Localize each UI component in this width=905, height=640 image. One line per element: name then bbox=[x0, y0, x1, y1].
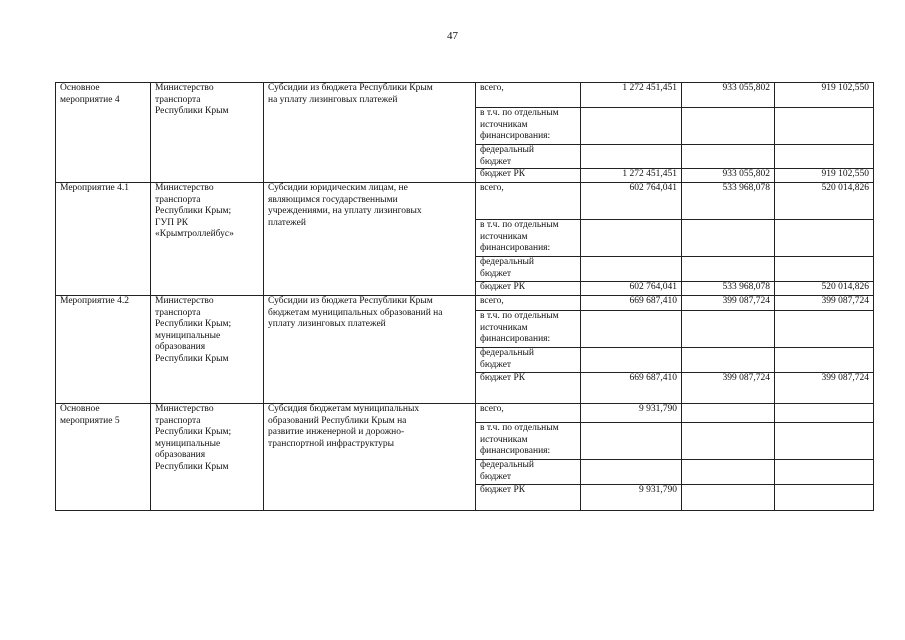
value-cell bbox=[682, 108, 775, 145]
funding-label: бюджет РК bbox=[476, 485, 581, 511]
executor: Министерство транспорта Республики Крым; муниципальные образования Республики Крым bbox=[151, 404, 264, 511]
value-cell bbox=[775, 404, 874, 423]
value-cell: 919 102,550 bbox=[775, 83, 874, 108]
value-cell: 669 687,410 bbox=[581, 296, 682, 311]
funding-label: всего, bbox=[476, 404, 581, 423]
value-cell bbox=[682, 460, 775, 485]
funding-label: федеральный бюджет bbox=[476, 257, 581, 282]
value-cell bbox=[581, 108, 682, 145]
value-cell: 533 968,078 bbox=[682, 282, 775, 296]
measure-name: Основное мероприятие 4 bbox=[56, 83, 151, 183]
value-cell: 399 087,724 bbox=[682, 373, 775, 404]
value-cell: 9 931,790 bbox=[581, 404, 682, 423]
table-row bbox=[56, 183, 874, 220]
funding-label: федеральный бюджет bbox=[476, 348, 581, 373]
value-cell: 399 087,724 bbox=[682, 296, 775, 311]
value-cell: 399 087,724 bbox=[775, 373, 874, 404]
funding-label: федеральный бюджет bbox=[476, 145, 581, 169]
value-cell: 533 968,078 bbox=[682, 183, 775, 220]
budget-table bbox=[55, 82, 874, 511]
value-cell bbox=[775, 108, 874, 145]
value-cell bbox=[581, 257, 682, 282]
value-cell: 919 102,550 bbox=[775, 169, 874, 183]
measure-name: Мероприятие 4.1 bbox=[56, 183, 151, 296]
value-cell bbox=[775, 485, 874, 511]
value-cell bbox=[775, 220, 874, 257]
value-cell bbox=[775, 257, 874, 282]
value-cell bbox=[581, 145, 682, 169]
funding-label: бюджет РК bbox=[476, 282, 581, 296]
value-cell bbox=[775, 311, 874, 348]
value-cell: 520 014,826 bbox=[775, 183, 874, 220]
value-cell: 602 764,041 bbox=[581, 183, 682, 220]
page-number: 47 bbox=[447, 30, 458, 42]
value-cell bbox=[682, 404, 775, 423]
value-cell: 933 055,802 bbox=[682, 83, 775, 108]
measure-name: Основное мероприятие 5 bbox=[56, 404, 151, 511]
measure-description: Субсидии юридическим лицам, не являющимся государственными учреждениями, на уплату лизинговых платежей bbox=[264, 183, 476, 296]
value-cell bbox=[682, 145, 775, 169]
value-cell: 520 014,826 bbox=[775, 282, 874, 296]
value-cell bbox=[775, 348, 874, 373]
value-cell bbox=[581, 423, 682, 460]
table-row bbox=[56, 83, 874, 108]
table-row bbox=[56, 296, 874, 311]
value-cell bbox=[682, 348, 775, 373]
funding-label: всего, bbox=[476, 296, 581, 311]
value-cell bbox=[682, 485, 775, 511]
value-cell: 669 687,410 bbox=[581, 373, 682, 404]
value-cell bbox=[775, 145, 874, 169]
value-cell bbox=[581, 348, 682, 373]
value-cell bbox=[682, 423, 775, 460]
value-cell bbox=[581, 460, 682, 485]
executor: Министерство транспорта Республики Крым; ГУП РК «Крымтроллейбус» bbox=[151, 183, 264, 296]
funding-label: в т.ч. по отдельным источникам финансирования: bbox=[476, 108, 581, 145]
executor: Министерство транспорта Республики Крым; муниципальные образования Республики Крым bbox=[151, 296, 264, 404]
funding-label: всего, bbox=[476, 183, 581, 220]
value-cell bbox=[682, 220, 775, 257]
value-cell: 9 931,790 bbox=[581, 485, 682, 511]
value-cell bbox=[775, 423, 874, 460]
executor: Министерство транспорта Республики Крым bbox=[151, 83, 264, 183]
value-cell: 1 272 451,451 bbox=[581, 83, 682, 108]
funding-label: в т.ч. по отдельным источникам финансирования: bbox=[476, 423, 581, 460]
value-cell: 1 272 451,451 bbox=[581, 169, 682, 183]
value-cell: 602 764,041 bbox=[581, 282, 682, 296]
funding-label: бюджет РК bbox=[476, 373, 581, 404]
value-cell: 399 087,724 bbox=[775, 296, 874, 311]
measure-name: Мероприятие 4.2 bbox=[56, 296, 151, 404]
measure-description: Субсидия бюджетам муниципальных образований Республики Крым на развитие инженерной и дорожно- транспортной инфраструктуры bbox=[264, 404, 476, 511]
value-cell bbox=[682, 311, 775, 348]
funding-label: бюджет РК bbox=[476, 169, 581, 183]
measure-description: Субсидии из бюджета Республики Крым бюджетам муниципальных образований на уплату лизинговых платежей bbox=[264, 296, 476, 404]
table-row bbox=[56, 404, 874, 423]
measure-description: Субсидии из бюджета Республики Крым на уплату лизинговых платежей bbox=[264, 83, 476, 183]
funding-label: в т.ч. по отдельным источникам финансирования: bbox=[476, 220, 581, 257]
value-cell bbox=[682, 257, 775, 282]
value-cell bbox=[581, 311, 682, 348]
value-cell bbox=[775, 460, 874, 485]
funding-label: федеральный бюджет bbox=[476, 460, 581, 485]
funding-label: в т.ч. по отдельным источникам финансирования: bbox=[476, 311, 581, 348]
value-cell: 933 055,802 bbox=[682, 169, 775, 183]
funding-label: всего, bbox=[476, 83, 581, 108]
value-cell bbox=[581, 220, 682, 257]
